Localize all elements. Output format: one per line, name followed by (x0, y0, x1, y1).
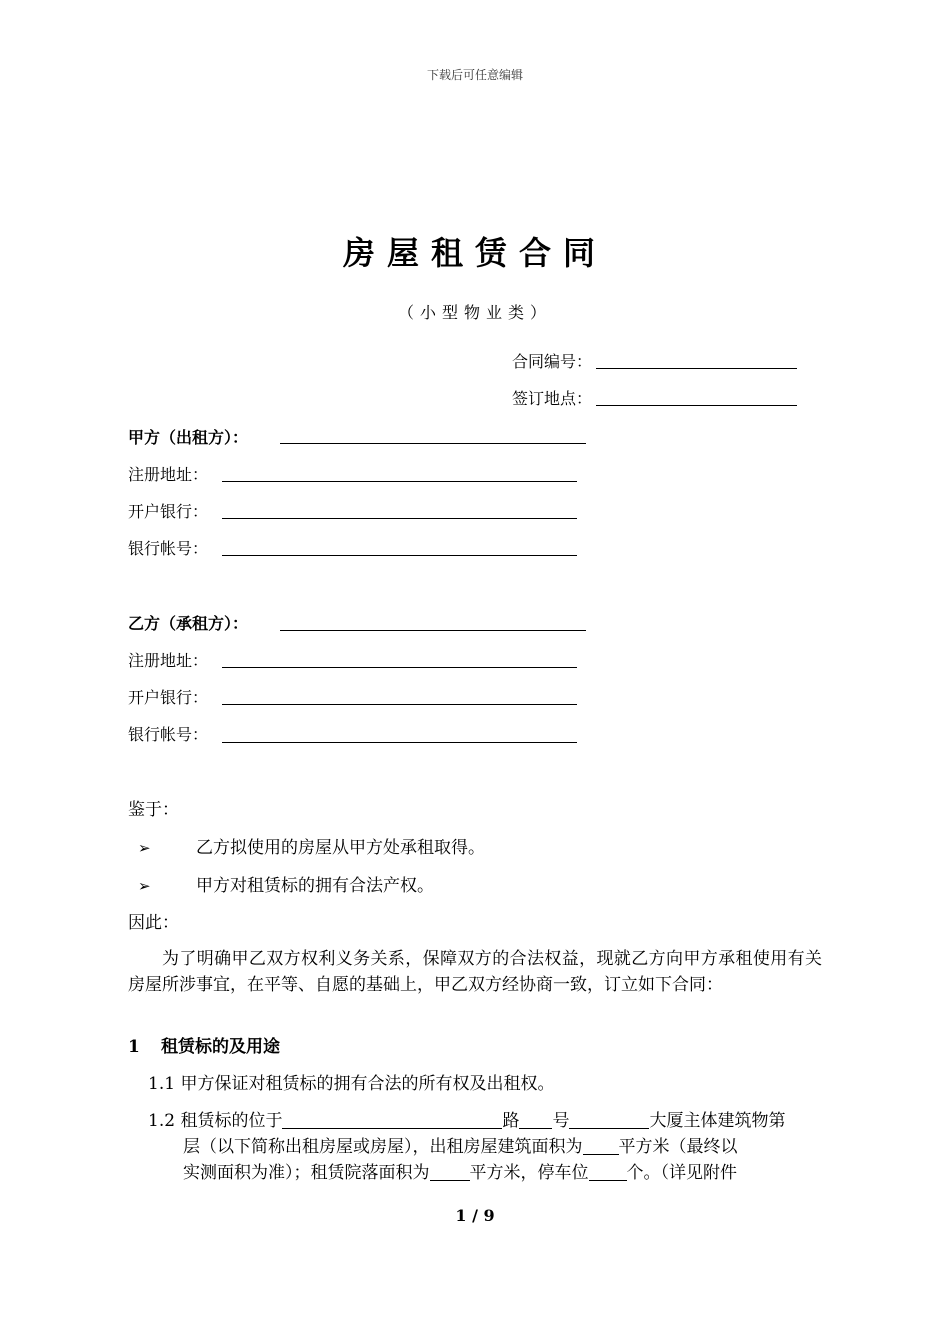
party-b-address-field[interactable] (222, 667, 577, 668)
therefore-label: 因此： (128, 913, 179, 933)
party-a-bank-label: 开户银行： (128, 502, 209, 521)
clause-1-2-line-3 (183, 1160, 737, 1186)
building-text: 大厦主体建筑物第 (649, 1111, 786, 1131)
clause-1-2-line-1 (148, 1108, 785, 1134)
number-text: 号 (552, 1111, 570, 1131)
parking-blank[interactable] (589, 1162, 627, 1181)
sign-place-label: 签订地点： (511, 389, 592, 408)
sign-place-field[interactable] (596, 405, 797, 406)
party-a-address-field[interactable] (222, 481, 577, 482)
sqm-text: 平方米（最终以 (618, 1137, 738, 1157)
clause-1-2-prefix: 1.2 租赁标的位于 (148, 1111, 283, 1131)
header-note: 下载后可任意编辑 (426, 68, 523, 82)
clause-1-2-line-2 (183, 1134, 738, 1160)
clause-1-1: 1.1 甲方保证对租赁标的拥有合法的所有权及出租权。 (148, 1074, 555, 1094)
party-b-bank-field[interactable] (222, 704, 577, 705)
party-b-account-label: 银行帐号： (128, 725, 209, 744)
party-b-address-label: 注册地址： (128, 651, 209, 670)
yard-area-text: 实测面积为准）；租赁院落面积为 (183, 1163, 430, 1183)
floor-area-text: 层（以下简称出租房屋或房屋），出租房屋建筑面积为 (183, 1137, 583, 1157)
whereas-item: 甲方对租赁标的拥有合法产权。 (196, 876, 434, 896)
whereas-item: 乙方拟使用的房屋从甲方处承租取得。 (196, 838, 485, 858)
building-area-blank[interactable] (583, 1136, 619, 1155)
street-blank[interactable] (282, 1110, 502, 1129)
parking-text: 平方米，停车位 (469, 1163, 589, 1183)
party-a-account-field[interactable] (222, 555, 577, 556)
attachment-text: 个。（详见附件 (626, 1163, 737, 1183)
party-a-name-field[interactable] (280, 443, 586, 444)
party-a-label: 甲方（出租方）： (128, 428, 249, 447)
party-a-address-label: 注册地址： (128, 465, 209, 484)
intro-paragraph: 为了明确甲乙双方权利义务关系，保障双方的合法权益，现就乙方向甲方承租使用有关房屋所涉事宜，在平等、自愿的基础上，甲乙双方经协商一致，订立如下合同： (128, 949, 822, 995)
contract-no-label: 合同编号： (511, 352, 592, 371)
yard-area-blank[interactable] (430, 1162, 470, 1181)
page-number: 1 / 9 (455, 1206, 495, 1225)
section-number: 1 (128, 1037, 140, 1057)
road-text: 路 (502, 1111, 520, 1131)
number-blank[interactable] (519, 1110, 552, 1129)
building-blank[interactable] (569, 1110, 649, 1129)
party-b-label: 乙方（承租方）： (128, 614, 249, 633)
party-a-account-label: 银行帐号： (128, 539, 209, 558)
party-a-bank-field[interactable] (222, 518, 577, 519)
section-title: 租赁标的及用途 (161, 1037, 280, 1057)
bullet-icon: ➢ (138, 839, 151, 857)
document-subtitle: （小型物业类） (397, 303, 552, 322)
party-b-account-field[interactable] (222, 742, 577, 743)
party-b-bank-label: 开户银行： (128, 688, 209, 707)
whereas-label: 鉴于： (128, 800, 179, 820)
document-title: 房屋租赁合同 (342, 234, 607, 272)
contract-no-field[interactable] (596, 368, 797, 369)
party-b-name-field[interactable] (280, 630, 586, 631)
bullet-icon: ➢ (138, 877, 151, 895)
